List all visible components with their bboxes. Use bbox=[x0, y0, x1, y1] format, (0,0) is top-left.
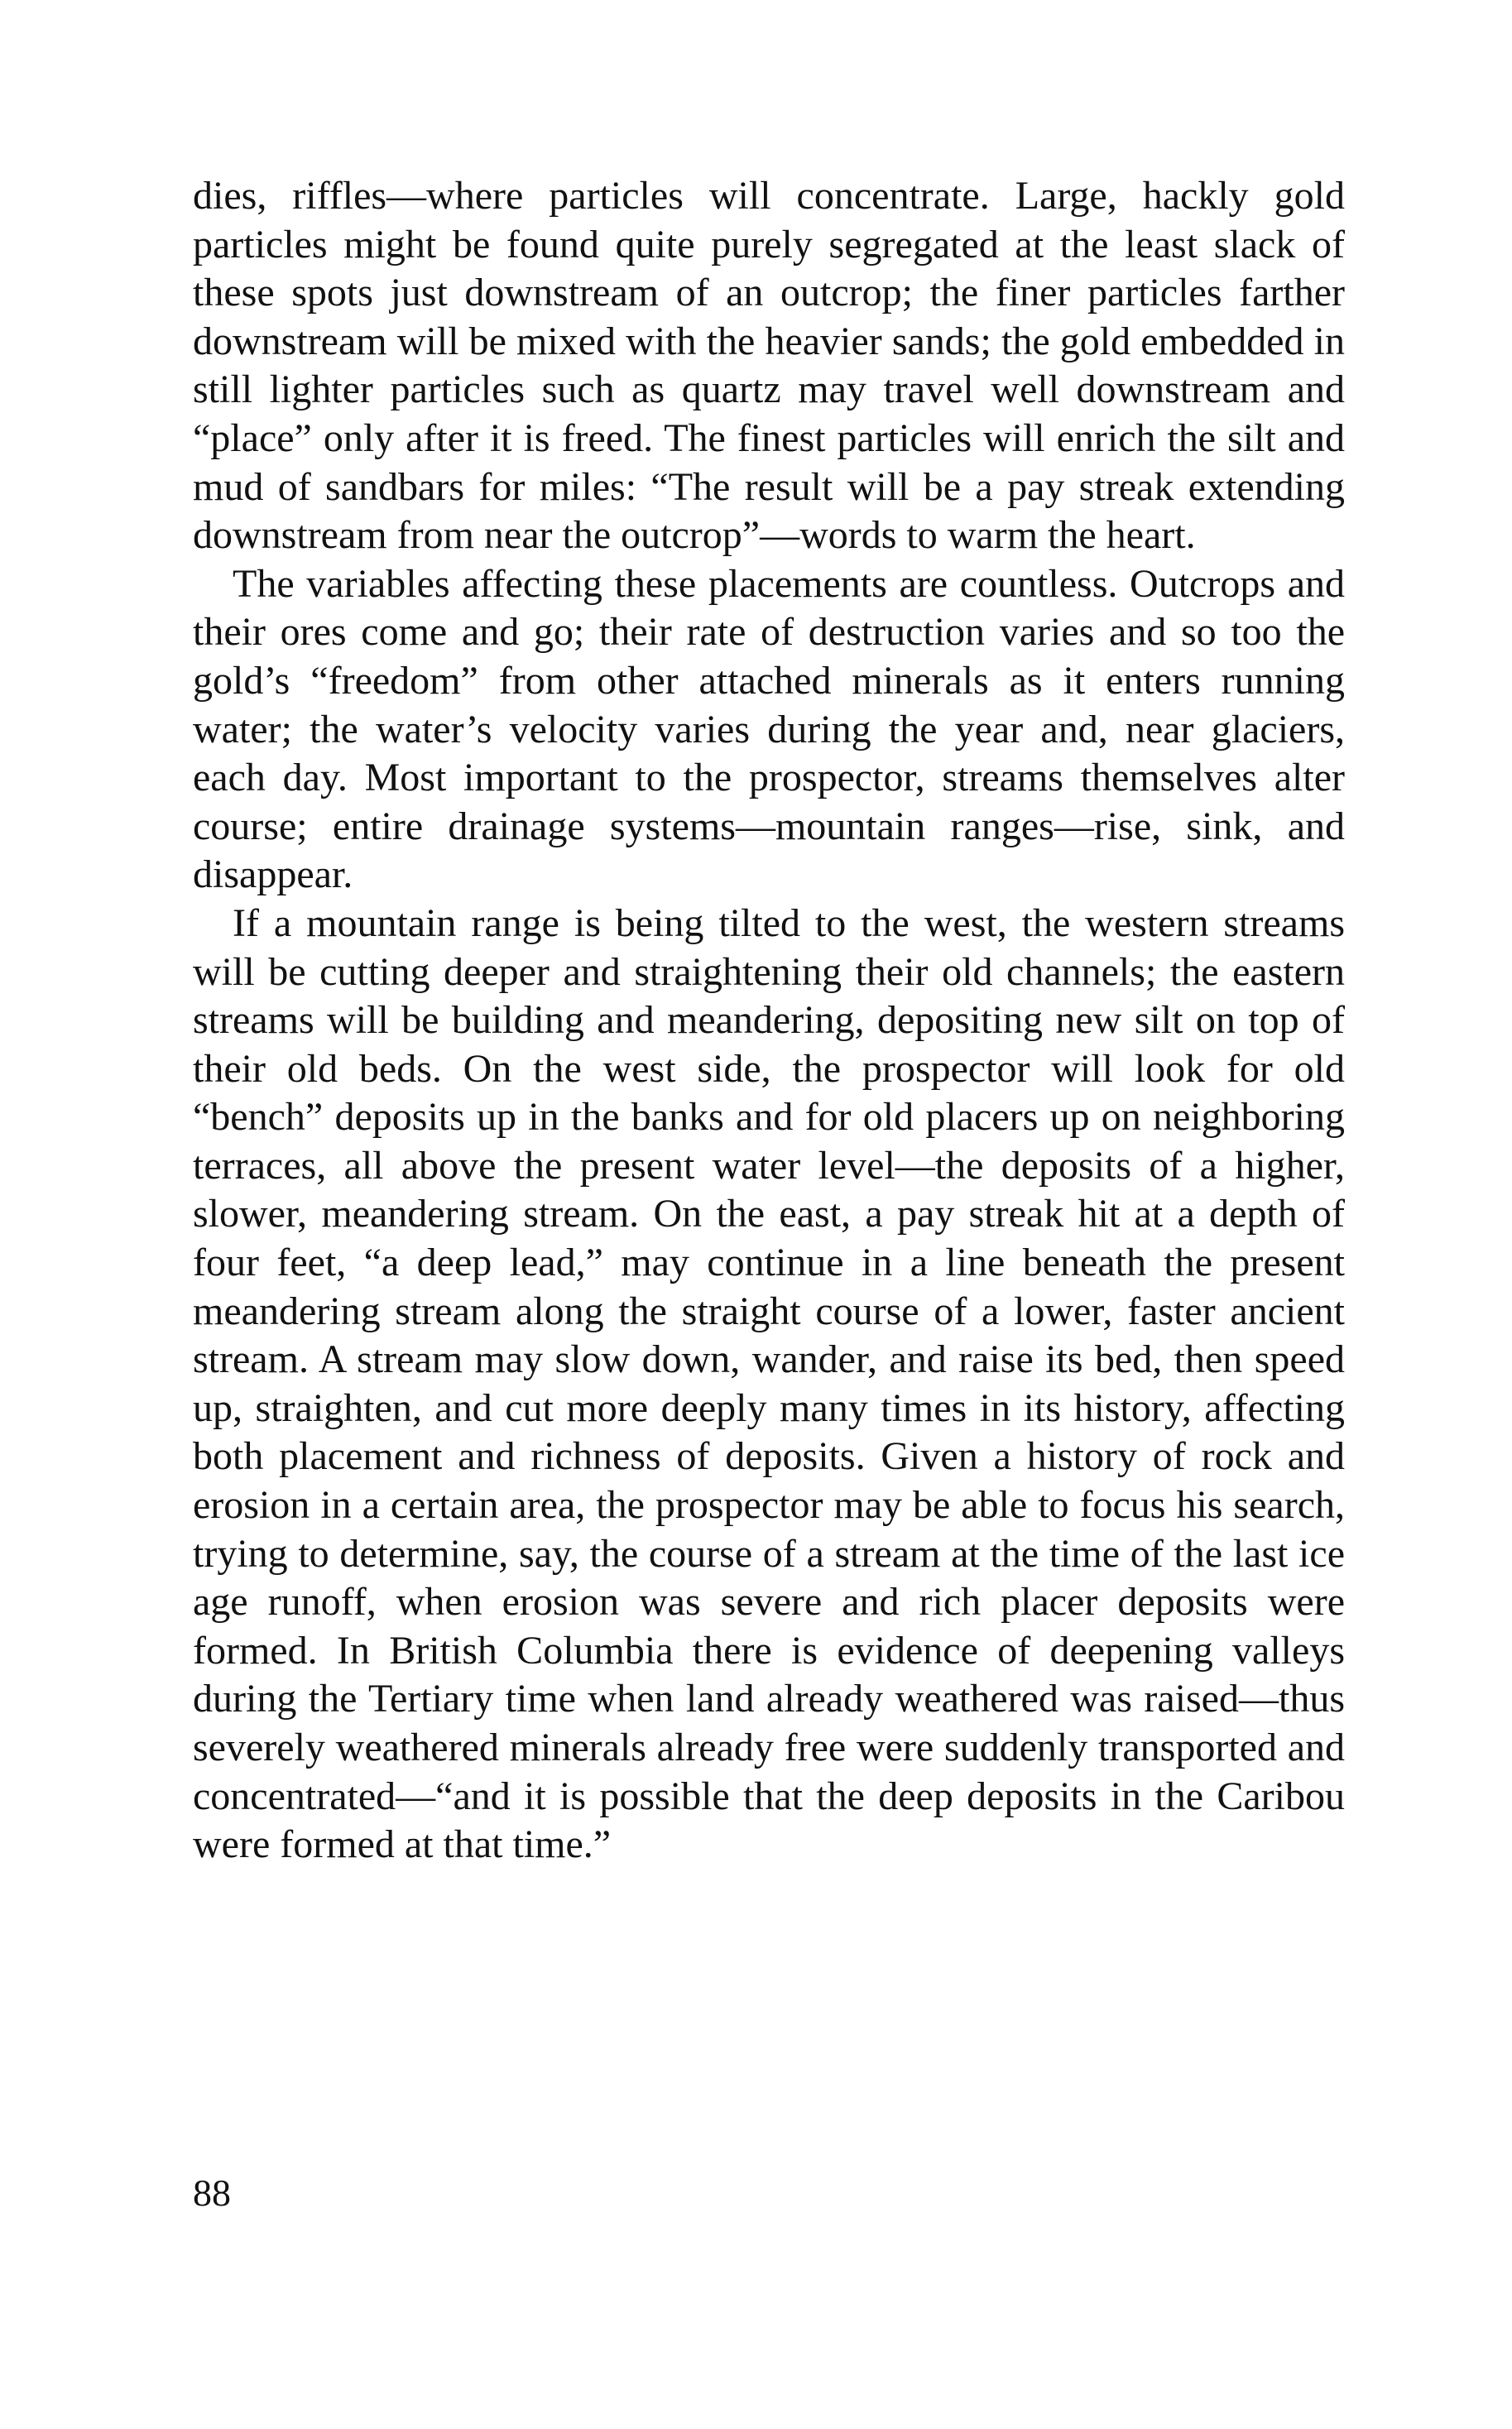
body-text bbox=[193, 172, 1345, 1870]
page-number: 88 bbox=[193, 2172, 231, 2214]
paragraph-1: dies, riffles—where particles will concentrate. Large, hackly gold particles might be found quite purely segregated at the least slack of these spots just downstream of an outcrop; the finer particles farther downstream will be mixed with the heavier sands; the gold embedded in still lighter particles such as quartz may travel well downstream and “place” only after it is freed. The finest particles will enrich the silt and mud of sandbars for miles: “The result will be a pay streak extending downstream from near the outcrop”—words to warm the heart. bbox=[193, 174, 1345, 558]
paragraph-2: The variables affecting these placements are countless. Outcrops and their ores come and go; their rate of destruction varies and so too the gold’s “freedom” from other attached minerals as it enters running water; the water’s velocity varies during the year and, near glaciers, each day. Most important to the prospector, streams themselves alter course; entire drainage systems—mountain ranges—rise, sink, and disappear. bbox=[193, 561, 1345, 897]
paragraph-3: If a mountain range is being tilted to the west, the western streams will be cutting deeper and straightening their old channels; the eastern streams will be building and meandering, depositing new silt on top of their old beds. On the west side, the prospector will look for old “bench” deposits up in the banks and for old placers up on neighboring terraces, all above the present water level—the deposits of a higher, slower, meandering stream. On the east, a pay streak hit at a depth of four feet, “a deep lead,” may continue in a line beneath the present meandering stream along the straight course of a lower, faster ancient stream. A stream may slow down, wander, and raise its bed, then speed up, straighten, and cut more deeply many times in its history, affecting both placement and richness of deposits. Given a history of rock and erosion in a certain area, the prospector may be able to focus his search, trying to determine, say, the course of a stream at the time of the last ice age runoff, when erosion was severe and rich placer deposits were formed. In British Columbia there is evidence of deepening valleys during the Tertiary time when land already weathered was raised—thus severely weathered minerals already free were suddenly transported and concentrated—“and it is possible that the deep deposits in the Caribou were formed at that time.” bbox=[193, 900, 1345, 1867]
